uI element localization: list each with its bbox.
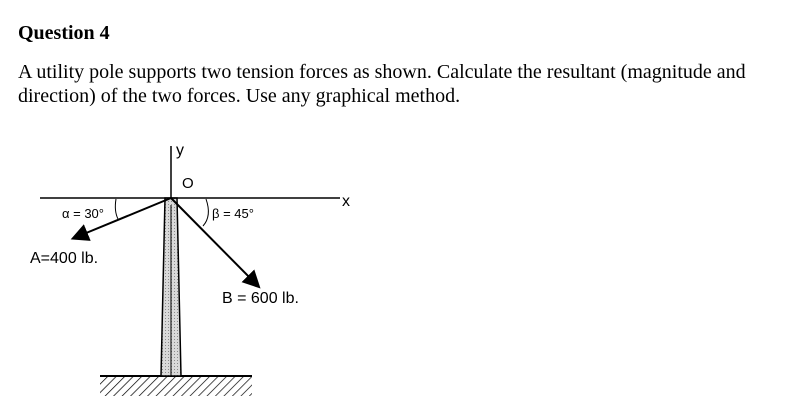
force-a-label: A=400 lb. bbox=[30, 250, 99, 267]
y-axis-label: y bbox=[176, 142, 184, 159]
beta-angle-arc bbox=[203, 199, 208, 226]
ground-hatch bbox=[100, 376, 252, 396]
alpha-label: α = 30° bbox=[62, 206, 104, 221]
origin-label: O bbox=[182, 175, 194, 192]
question-text: A utility pole supports two tension forces as shown. Calculate the resultant (magnitude and direction) of the two forces. Use any graphical method. bbox=[18, 61, 746, 107]
question-heading: Question 4 bbox=[18, 22, 110, 44]
alpha-angle-arc bbox=[115, 199, 118, 219]
force-b-label: B = 600 lb. bbox=[222, 290, 299, 307]
x-axis-label: x bbox=[342, 193, 350, 210]
beta-label: β = 45° bbox=[212, 206, 254, 221]
